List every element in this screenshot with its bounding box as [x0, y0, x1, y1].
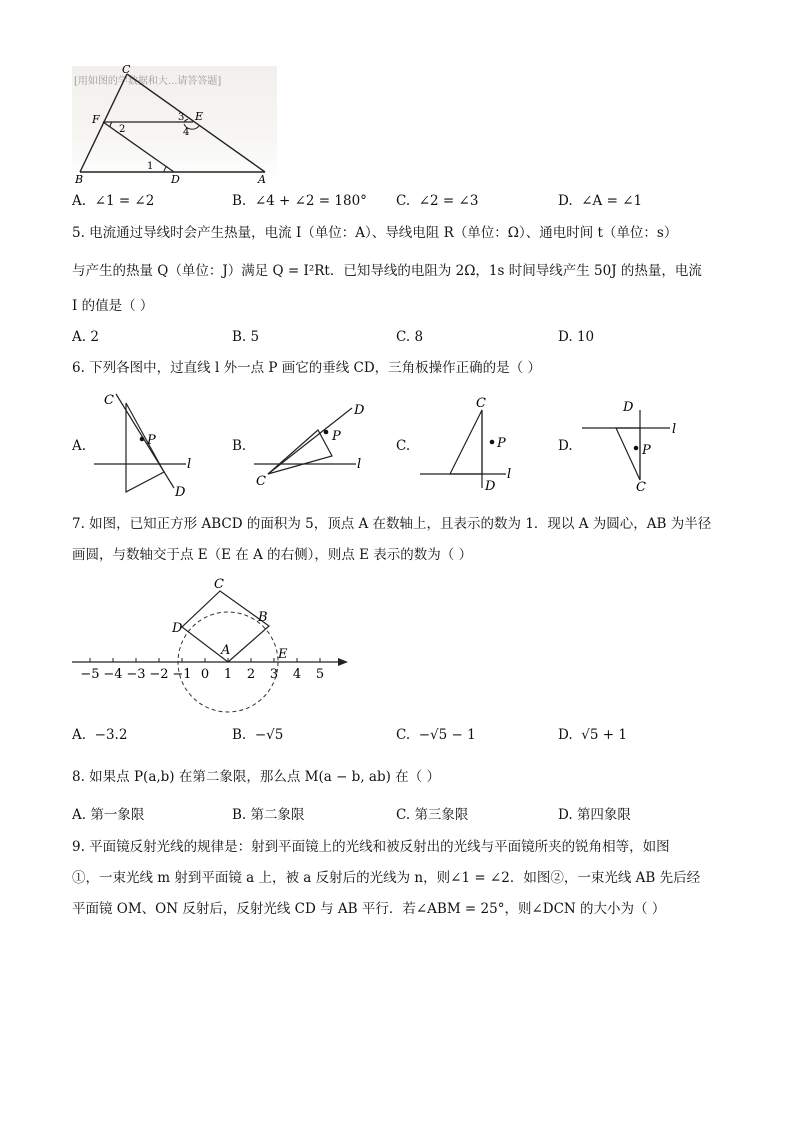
q6-figure-a [92, 388, 202, 500]
faded-scan-text: [用如图的学数据和大...请答答题] [74, 76, 222, 87]
q8-option-d[interactable]: D. 第四象限 [558, 807, 631, 823]
q6-figure-b [252, 398, 372, 493]
svg-text:E: E [278, 647, 288, 662]
q7-number-line-figure [70, 574, 360, 714]
svg-text:A: A [221, 643, 231, 658]
q7-tick-label: −5 [80, 667, 100, 682]
q8-option-b[interactable]: B. 第二象限 [232, 807, 305, 823]
q6-figure-d [580, 394, 690, 494]
q7-tick-label: −4 [103, 667, 123, 682]
q7-tick-label: 2 [246, 667, 256, 682]
svg-text:D: D [175, 485, 186, 500]
fig1-label-E: E [195, 110, 204, 123]
q7-tick-label: 0 [200, 667, 210, 682]
svg-text:C: C [636, 480, 646, 494]
fig1-label-D: D [171, 173, 180, 186]
svg-text:P: P [497, 436, 506, 451]
svg-text:l: l [672, 422, 677, 437]
q7-tick-label: −3 [126, 667, 146, 682]
svg-text:l: l [187, 457, 192, 472]
q9-stem-line2: ①，一束光线 m 射到平面镜 a 上，被 a 反射后的光线为 n，则∠1 = ∠2．如图②，一束光线 AB 先后经 [72, 870, 701, 886]
q5-stem-line3: I 的值是（ ） [72, 298, 154, 314]
q5-stem-line2: 与产生的热量 Q（单位：J）满足 Q = I²Rt．已知导线的电阻为 2Ω，1s 时间导线产生 50J 的热量，电流 [72, 263, 702, 279]
fig1-angle-3: 3 [178, 112, 185, 123]
q8-option-c[interactable]: C. 第三象限 [396, 807, 469, 823]
q6-stem: 6. 下列各图中，过直线 l 外一点 P 画它的垂线 CD，三角板操作正确的是（ ） [72, 360, 541, 376]
q9-stem-line3: 平面镜 OM、ON 反射后，反射光线 CD 与 AB 平行．若∠ABM = 25°，则∠DCN 的大小为（ ） [72, 901, 666, 917]
svg-text:P: P [642, 443, 651, 458]
q8-option-a[interactable]: A. 第一象限 [72, 807, 145, 823]
svg-text:D: D [485, 479, 496, 494]
q7-option-b[interactable]: B. −√5 [232, 727, 284, 743]
q7-stem-line1: 7. 如图，已知正方形 ABCD 的面积为 5，顶点 A 在数轴上，且表示的数为 1．现以 A 为圆心，AB 为半径 [72, 516, 712, 532]
fig1-label-B: B [75, 173, 84, 186]
svg-text:D: D [354, 403, 365, 418]
q4-option-b[interactable]: B. ∠4 + ∠2 = 180° [232, 193, 367, 209]
fig1-label-C: C [122, 63, 131, 76]
svg-text:C: C [476, 396, 486, 411]
q4-option-d[interactable]: D. ∠A = ∠1 [558, 193, 643, 209]
svg-text:C: C [104, 393, 114, 408]
q7-tick-label: 5 [315, 667, 325, 682]
fig1-angle-2: 2 [119, 124, 126, 135]
q4-option-a[interactable]: A. ∠1 = ∠2 [72, 193, 155, 209]
q7-tick-label: 1 [223, 667, 233, 682]
q5-stem-line1: 5. 电流通过导线时会产生热量，电流 I（单位：A）、导线电阻 R（单位：Ω）、通电时间 t（单位：s） [72, 225, 678, 241]
svg-text:C: C [256, 474, 266, 489]
fig1-label-A: A [258, 173, 266, 186]
figure-q4-triangle [72, 62, 282, 186]
q7-stem-line2: 画圆，与数轴交于点 E（E 在 A 的右侧），则点 E 表示的数为（ ） [72, 547, 473, 563]
svg-text:B: B [258, 610, 268, 625]
fig1-label-F: F [92, 113, 100, 126]
svg-text:D: D [623, 400, 634, 415]
fig1-angle-1: 1 [147, 161, 154, 172]
q5-option-a[interactable]: A. 2 [72, 329, 99, 345]
q5-option-c[interactable]: C. 8 [396, 329, 424, 345]
q6-option-d[interactable]: D. [558, 438, 573, 454]
svg-text:D: D [172, 621, 183, 636]
q5-option-b[interactable]: B. 5 [232, 329, 260, 345]
q8-stem: 8. 如果点 P(a,b) 在第二象限，那么点 M(a − b, ab) 在（ ） [72, 769, 440, 785]
q7-tick-label: 4 [292, 667, 302, 682]
q6-option-b[interactable]: B. [232, 438, 247, 454]
q7-tick-label: 3 [269, 667, 279, 682]
svg-text:C: C [214, 577, 224, 592]
svg-text:P: P [332, 429, 341, 444]
q7-option-d[interactable]: D. √5 + 1 [558, 727, 627, 743]
q6-option-c[interactable]: C. [396, 438, 411, 454]
q7-tick-label: −1 [172, 667, 192, 682]
q4-option-c[interactable]: C. ∠2 = ∠3 [396, 193, 479, 209]
q6-figure-c [418, 390, 528, 498]
svg-text:P: P [147, 433, 156, 448]
q9-stem-line1: 9. 平面镜反射光线的规律是：射到平面镜上的光线和被反射出的光线与平面镜所夹的锐角相等，如图 [72, 839, 670, 855]
svg-text:l: l [357, 457, 362, 472]
q5-option-d[interactable]: D. 10 [558, 329, 595, 345]
fig1-angle-4: 4 [183, 127, 190, 138]
q7-option-a[interactable]: A. −3.2 [72, 727, 128, 743]
q7-tick-label: −2 [149, 667, 169, 682]
svg-text:l: l [507, 467, 512, 482]
q7-option-c[interactable]: C. −√5 − 1 [396, 727, 476, 743]
q6-option-a[interactable]: A. [72, 438, 87, 454]
